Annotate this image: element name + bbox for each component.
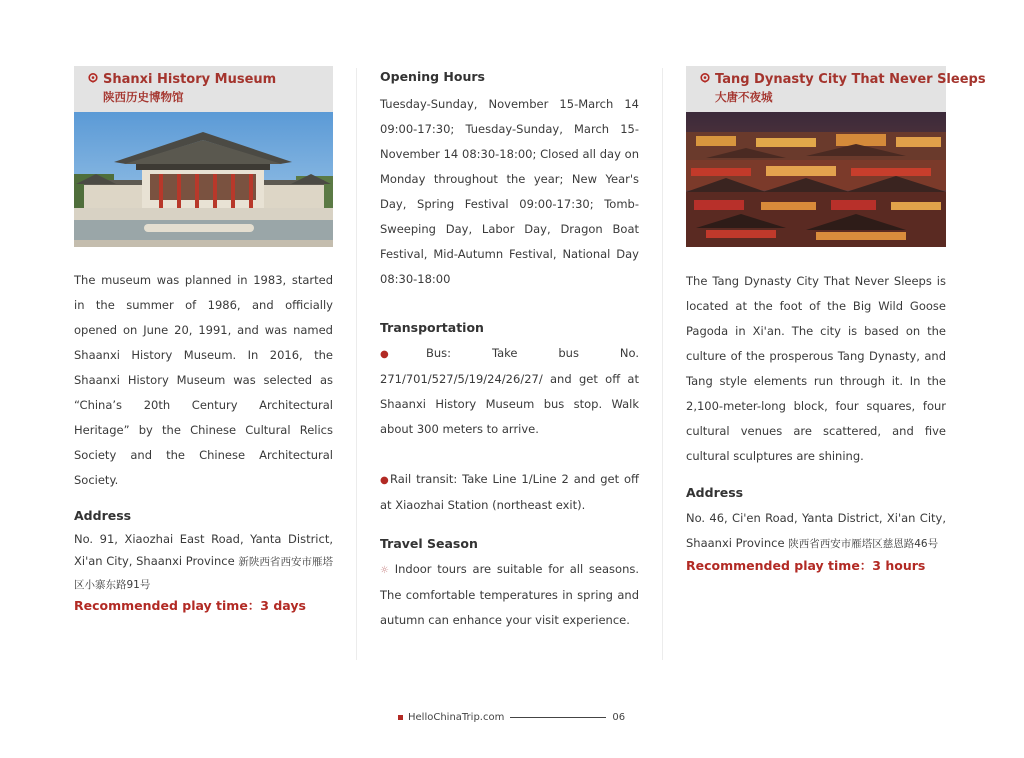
travel-season-heading: Travel Season: [380, 536, 478, 551]
footer-rule: [510, 717, 606, 718]
opening-hours-text: Tuesday-Sunday, November 15-March 14 09:00-17:30; Tuesday-Sunday, March 15-November 14 08:30-18:00; Closed all day on Monday throughout the year; New Year's Day, Spring Festival 09:00-17:30; Tomb-Sweeping Day, Labor Day, Dragon Boat Festival, Mid-Autumn Festival, National Day 08:30-18:00: [380, 97, 639, 286]
museum-title-en: Shanxi History Museum: [103, 72, 277, 87]
footer-site: HelloChinaTrip.com: [408, 711, 505, 723]
tang-address-zh: 陕西省西安市雁塔区慈恩路46号: [788, 538, 939, 550]
travel-season-text: ☼ Indoor tours are suitable for all seasons. The comfortable temperatures in spring and autumn can enhance your visit experience.: [380, 562, 640, 627]
page-footer: [398, 709, 625, 725]
sun-icon: ☼: [380, 565, 389, 576]
museum-title-zh: 陕西历史博物馆: [103, 90, 184, 104]
transportation-heading: Transportation: [380, 320, 484, 335]
tang-address-heading: Address: [686, 485, 744, 500]
tang-address: [686, 506, 946, 557]
tang-title-en: Tang Dynasty City That Never Sleeps: [715, 72, 986, 87]
location-pin-icon: [88, 73, 98, 83]
footer-square-icon: [398, 715, 403, 720]
transport-bus: ●Bus: Take bus No. 271/701/527/5/19/24/26/27/ and get off at Shaanxi History Museum bus stop. Walk about 300 meters to arrive.: [380, 346, 639, 436]
location-pin-icon: [700, 73, 710, 83]
museum-address-zh: 新陕西省西安市雁塔区小寨东路91号: [74, 556, 334, 591]
tang-recommended-time: Recommended play time：3 hours: [686, 558, 926, 573]
transport-rail: ●Rail transit: Take Line 1/Line 2 and get off at Xiaozhai Station (northeast exit).: [380, 472, 639, 512]
tang-address-en: No. 46, Ci'en Road, Yanta District, Xi'an City, Shaanxi Province: [686, 511, 946, 550]
tang-description: The Tang Dynasty City That Never Sleeps is located at the foot of the Big Wild Goose Pagoda in Xi'an. The city is based on the culture of the prosperous Tang Dynasty, and Tang style elements run through it. In the 2,100-meter-long block, four squares, four cultural venues are scattered, and five cultural sculptures are shining.: [686, 274, 946, 463]
column-divider-right: [662, 68, 663, 660]
museum-recommended-time: Recommended play time：3 days: [74, 598, 306, 613]
museum-photo: [74, 112, 333, 247]
opening-hours-heading: Opening Hours: [380, 69, 485, 84]
tang-title-zh: 大唐不夜城: [715, 90, 773, 104]
museum-title-box: [74, 66, 333, 112]
museum-column: [74, 66, 333, 615]
museum-address-heading: Address: [74, 508, 132, 523]
bullet-dot-icon: ●: [380, 475, 390, 486]
museum-address-en: No. 91, Xiaozhai East Road, Yanta District, Xi'an City, Shaanxi Province: [74, 532, 333, 568]
tang-column: [686, 66, 986, 575]
tang-title-box: [686, 66, 986, 112]
tang-city-photo: [686, 112, 946, 247]
museum-description: The museum was planned in 1983, started in the summer of 1986, and officially opened on June 20, 1991, and was named Shaanxi History Museum. In 2016, the Shaanxi History Museum was selected as “China’s 20th Century Architectural Heritage” by the Chinese Cultural Relics Society and the Chinese Architectural Society.: [74, 273, 333, 487]
page-number: 06: [612, 711, 626, 723]
info-column: [380, 68, 639, 633]
column-divider-left: [356, 68, 357, 660]
bullet-dot-icon: ●: [380, 349, 426, 360]
museum-address: [74, 528, 333, 596]
